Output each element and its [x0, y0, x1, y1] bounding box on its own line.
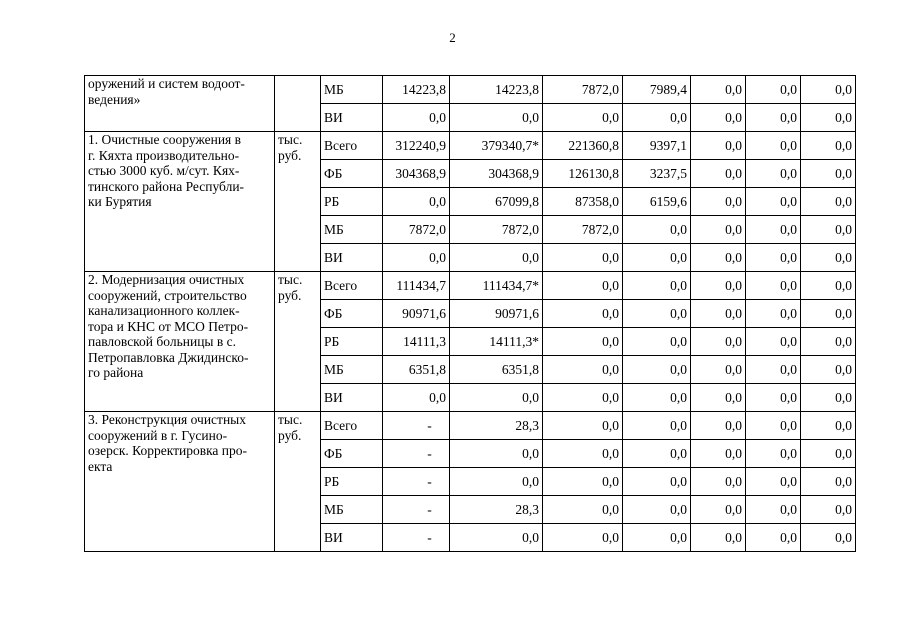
- value-cell: 0,0: [801, 356, 856, 384]
- funding-source-cell: МБ: [321, 216, 383, 244]
- value-cell: 0,0: [691, 272, 746, 300]
- item-name-line: Петропавловка Джидинско-: [88, 349, 249, 365]
- value-cell: 0,0: [623, 244, 691, 272]
- value-cell: 0,0: [746, 76, 801, 104]
- value-cell: 0,0: [450, 468, 543, 496]
- page-number: 2: [449, 30, 456, 45]
- value-cell: 0,0: [543, 244, 623, 272]
- item-name-line: го района: [88, 365, 144, 380]
- value-cell: 0,0: [746, 328, 801, 356]
- value-cell: 0,0: [801, 76, 856, 104]
- value-cell: 0,0: [801, 188, 856, 216]
- item-name-line: павловской больницы в с.: [88, 334, 236, 349]
- value-cell: 0,0: [543, 440, 623, 468]
- value-cell: 7872,0: [450, 216, 543, 244]
- item-name-cell: [85, 272, 275, 412]
- value-cell: 0,0: [623, 216, 691, 244]
- value-cell: 0,0: [450, 440, 543, 468]
- value-cell: 0,0: [801, 496, 856, 524]
- funding-source-cell: ВИ: [321, 384, 383, 412]
- value-cell: 0,0: [746, 524, 801, 552]
- item-name-line: оружений и систем водоот-: [88, 76, 245, 91]
- value-cell: 0,0: [623, 356, 691, 384]
- value-cell: 0,0: [746, 300, 801, 328]
- value-cell: 0,0: [801, 160, 856, 188]
- funding-source-cell: ВИ: [321, 524, 383, 552]
- value-cell: 87358,0: [543, 188, 623, 216]
- value-cell: 0,0: [801, 272, 856, 300]
- value-cell: 0,0: [746, 188, 801, 216]
- value-cell: -: [383, 496, 450, 524]
- value-cell: 0,0: [801, 328, 856, 356]
- value-cell: 0,0: [543, 384, 623, 412]
- value-cell: 0,0: [746, 384, 801, 412]
- value-cell: 0,0: [746, 104, 801, 132]
- value-cell: 0,0: [691, 412, 746, 440]
- value-cell: 126130,8: [543, 160, 623, 188]
- unit-cell: [275, 76, 321, 132]
- unit-cell: [275, 412, 321, 552]
- funding-source-cell: МБ: [321, 496, 383, 524]
- table-row: [85, 412, 856, 440]
- value-cell: 0,0: [691, 132, 746, 160]
- value-cell: 0,0: [691, 468, 746, 496]
- value-cell: 0,0: [801, 132, 856, 160]
- table-row: [85, 272, 856, 300]
- value-cell: 304368,9: [450, 160, 543, 188]
- unit-line: руб.: [278, 287, 302, 303]
- value-cell: 379340,7*: [450, 132, 543, 160]
- unit-line: руб.: [278, 427, 302, 443]
- value-cell: 0,0: [746, 440, 801, 468]
- value-cell: 0,0: [691, 244, 746, 272]
- value-cell: 3237,5: [623, 160, 691, 188]
- value-cell: 0,0: [543, 300, 623, 328]
- value-cell: 111434,7*: [450, 272, 543, 300]
- value-cell: 7989,4: [623, 76, 691, 104]
- value-cell: 0,0: [543, 272, 623, 300]
- value-cell: 304368,9: [383, 160, 450, 188]
- funding-table: [84, 75, 856, 552]
- item-name-line: тинского района Республи-: [88, 178, 245, 194]
- item-name-line: 2. Модернизация очистных: [88, 272, 245, 287]
- value-cell: 0,0: [746, 216, 801, 244]
- unit-cell: [275, 132, 321, 272]
- value-cell: 6351,8: [383, 356, 450, 384]
- value-cell: 0,0: [383, 244, 450, 272]
- value-cell: 0,0: [691, 188, 746, 216]
- value-cell: 7872,0: [543, 76, 623, 104]
- value-cell: 0,0: [801, 468, 856, 496]
- value-cell: 0,0: [746, 244, 801, 272]
- value-cell: 0,0: [691, 76, 746, 104]
- value-cell: 14223,8: [450, 76, 543, 104]
- value-cell: 0,0: [746, 468, 801, 496]
- unit-line: руб.: [278, 147, 302, 163]
- funding-source-cell: ФБ: [321, 300, 383, 328]
- value-cell: 0,0: [801, 216, 856, 244]
- value-cell: 0,0: [801, 412, 856, 440]
- item-name-line: г. Кяхта производительно-: [88, 147, 240, 163]
- value-cell: 0,0: [691, 160, 746, 188]
- value-cell: 0,0: [746, 412, 801, 440]
- table-row: [85, 76, 856, 104]
- value-cell: 0,0: [383, 384, 450, 412]
- value-cell: 0,0: [623, 300, 691, 328]
- value-cell: 0,0: [801, 104, 856, 132]
- value-cell: 0,0: [623, 524, 691, 552]
- funding-source-cell: Всего: [321, 272, 383, 300]
- item-name-cell: [85, 132, 275, 272]
- value-cell: 0,0: [746, 160, 801, 188]
- value-cell: 312240,9: [383, 132, 450, 160]
- value-cell: 14223,8: [383, 76, 450, 104]
- funding-source-cell: ФБ: [321, 160, 383, 188]
- value-cell: 0,0: [543, 524, 623, 552]
- value-cell: 67099,8: [450, 188, 543, 216]
- funding-source-cell: РБ: [321, 468, 383, 496]
- unit-line: тыс.: [278, 272, 303, 287]
- funding-source-cell: РБ: [321, 188, 383, 216]
- funding-source-cell: ВИ: [321, 104, 383, 132]
- value-cell: 0,0: [691, 328, 746, 356]
- item-name-line: канализационного коллек-: [88, 303, 240, 318]
- value-cell: 221360,8: [543, 132, 623, 160]
- value-cell: 0,0: [746, 272, 801, 300]
- value-cell: 0,0: [801, 300, 856, 328]
- value-cell: 0,0: [746, 356, 801, 384]
- table-row: [85, 132, 856, 160]
- value-cell: 0,0: [543, 468, 623, 496]
- value-cell: 0,0: [801, 244, 856, 272]
- value-cell: 0,0: [691, 300, 746, 328]
- value-cell: 6351,8: [450, 356, 543, 384]
- value-cell: 14111,3*: [450, 328, 543, 356]
- value-cell: 0,0: [543, 328, 623, 356]
- value-cell: 0,0: [801, 440, 856, 468]
- value-cell: 0,0: [623, 104, 691, 132]
- value-cell: 0,0: [623, 328, 691, 356]
- item-name-line: екта: [88, 458, 113, 474]
- value-cell: 0,0: [623, 384, 691, 412]
- funding-source-cell: МБ: [321, 76, 383, 104]
- value-cell: 0,0: [450, 104, 543, 132]
- unit-cell: [275, 272, 321, 412]
- item-name-line: ведения»: [88, 91, 141, 107]
- value-cell: 0,0: [801, 384, 856, 412]
- unit-line: тыс.: [278, 132, 303, 147]
- item-name-line: сооружений, строительство: [88, 287, 247, 303]
- item-name-line: стью 3000 куб. м/сут. Кях-: [88, 163, 240, 178]
- value-cell: 0,0: [691, 496, 746, 524]
- value-cell: 0,0: [543, 356, 623, 384]
- item-name-line: 1. Очистные сооружения в: [88, 132, 242, 147]
- item-name-line: ки Бурятия: [88, 194, 152, 209]
- value-cell: 111434,7: [383, 272, 450, 300]
- value-cell: 0,0: [450, 524, 543, 552]
- funding-source-cell: РБ: [321, 328, 383, 356]
- value-cell: 6159,6: [623, 188, 691, 216]
- value-cell: 0,0: [623, 468, 691, 496]
- value-cell: 0,0: [691, 356, 746, 384]
- funding-source-cell: Всего: [321, 132, 383, 160]
- value-cell: -: [383, 468, 450, 496]
- value-cell: 9397,1: [623, 132, 691, 160]
- funding-source-cell: МБ: [321, 356, 383, 384]
- item-name-line: тора и КНС от МСО Петро-: [88, 318, 249, 334]
- value-cell: 0,0: [543, 496, 623, 524]
- value-cell: 0,0: [691, 104, 746, 132]
- funding-source-cell: ФБ: [321, 440, 383, 468]
- value-cell: -: [383, 412, 450, 440]
- value-cell: 0,0: [623, 412, 691, 440]
- value-cell: 0,0: [623, 272, 691, 300]
- value-cell: 0,0: [383, 188, 450, 216]
- item-name-cell: [85, 412, 275, 552]
- value-cell: 0,0: [543, 104, 623, 132]
- value-cell: 0,0: [691, 524, 746, 552]
- value-cell: 0,0: [450, 384, 543, 412]
- value-cell: 0,0: [801, 524, 856, 552]
- value-cell: -: [383, 440, 450, 468]
- value-cell: 0,0: [691, 384, 746, 412]
- value-cell: 0,0: [691, 440, 746, 468]
- value-cell: 90971,6: [450, 300, 543, 328]
- value-cell: 28,3: [450, 496, 543, 524]
- value-cell: 7872,0: [383, 216, 450, 244]
- item-name-line: озерск. Корректировка про-: [88, 443, 248, 458]
- value-cell: 28,3: [450, 412, 543, 440]
- value-cell: 0,0: [691, 216, 746, 244]
- unit-line: тыс.: [278, 412, 303, 427]
- value-cell: 0,0: [543, 412, 623, 440]
- funding-source-cell: ВИ: [321, 244, 383, 272]
- value-cell: 0,0: [746, 132, 801, 160]
- value-cell: 7872,0: [543, 216, 623, 244]
- item-name-cell: [85, 76, 275, 132]
- value-cell: 0,0: [450, 244, 543, 272]
- value-cell: 0,0: [746, 496, 801, 524]
- funding-source-cell: Всего: [321, 412, 383, 440]
- value-cell: 0,0: [623, 496, 691, 524]
- item-name-line: 3. Реконструкция очистных: [88, 412, 246, 427]
- value-cell: 14111,3: [383, 328, 450, 356]
- value-cell: 90971,6: [383, 300, 450, 328]
- item-name-line: сооружений в г. Гусино-: [88, 427, 228, 443]
- value-cell: 0,0: [623, 440, 691, 468]
- value-cell: 0,0: [383, 104, 450, 132]
- value-cell: -: [383, 524, 450, 552]
- table-body: [85, 76, 856, 552]
